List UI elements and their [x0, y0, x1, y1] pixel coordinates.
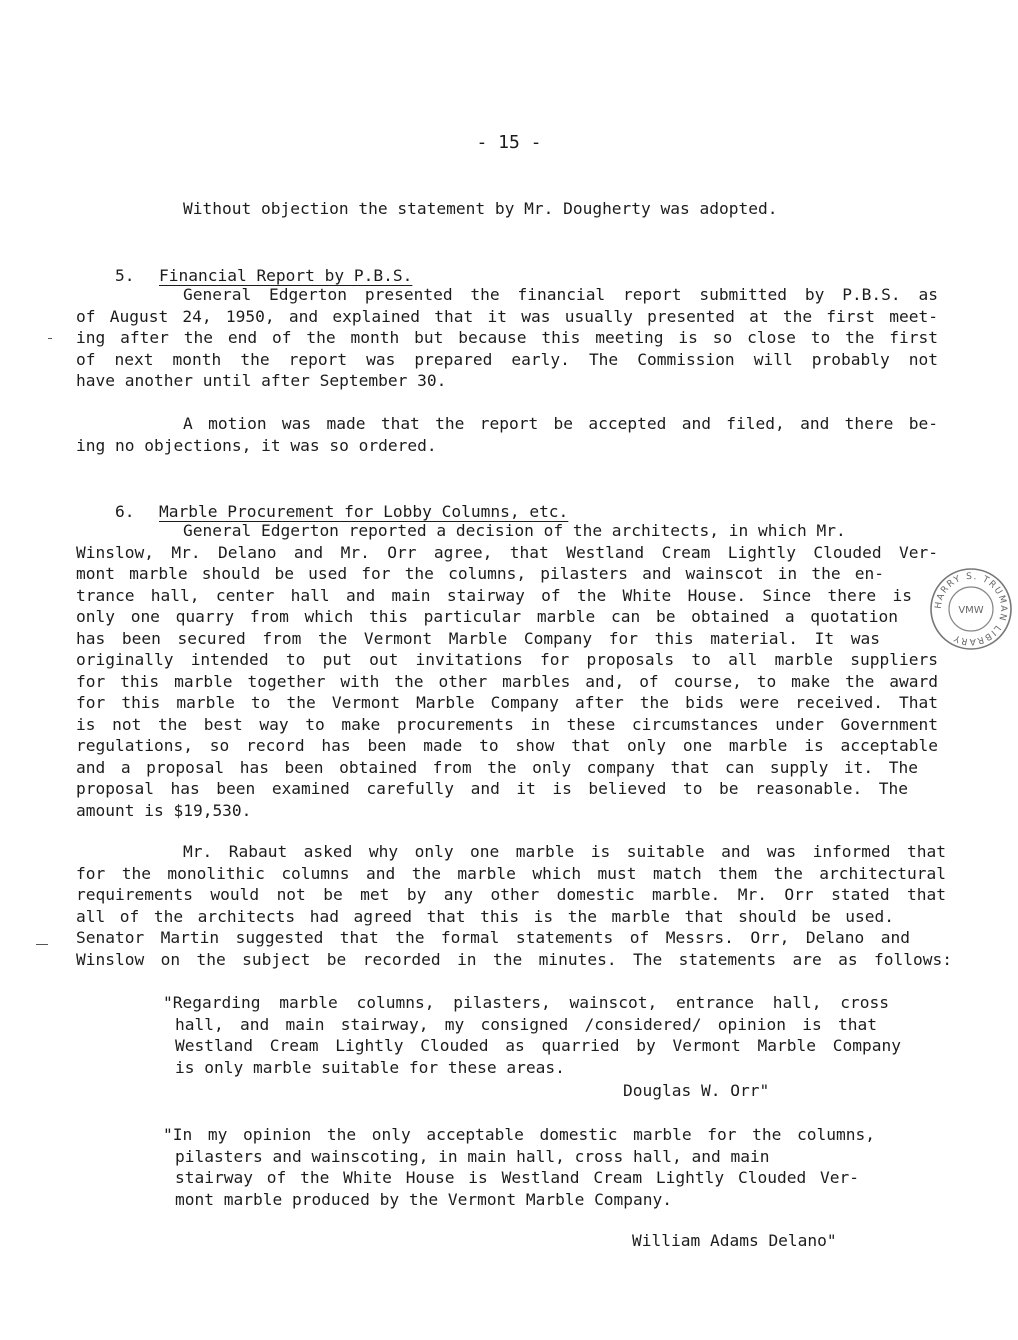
paragraph-line: proposal has been examined carefully and it is believed to be reasonable. The — [76, 779, 908, 798]
section-6-paragraph-1 — [76, 520, 938, 821]
paragraph-line: trance hall, center hall and main stairway of the White House. Since there is — [76, 585, 912, 605]
paragraph-line: A motion was made that the report be accepted and filed, and there be- — [183, 414, 938, 433]
paragraph-line: Winslow, Mr. Delano and Mr. Orr agree, that Westland Cream Lightly Clouded Ver- — [76, 542, 938, 562]
stamp-ring-text: HARRY S. TRUMAN LIBRARY — [933, 571, 1009, 647]
page-number: - 15 - — [476, 132, 542, 153]
paragraph-line: Senator Martin suggested that the formal statements of Messrs. Orr, Delano and — [76, 928, 910, 947]
paragraph-line: is not the best way to make procurements in these circumstances under Government — [76, 714, 938, 734]
quote-line: hall, and main stairway, my consigned /considered/ opinion is that — [175, 1014, 877, 1034]
paragraph-line: originally intended to put out invitations for proposals to all marble suppliers — [76, 650, 938, 669]
paragraph-line: has been secured from the Vermont Marble Company for this material. It was — [76, 628, 880, 648]
paragraph-line: for this marble to the Vermont Marble Company after the bids were received. That — [76, 693, 938, 712]
section-5-title: Financial Report by P.B.S. — [158, 265, 413, 285]
section-6-number: 6. — [114, 501, 135, 521]
paragraph-line: of next month the report was prepared early. The Commission will probably not — [76, 349, 938, 369]
paragraph-line: General Edgerton reported a decision of the architects, in which Mr. — [183, 521, 846, 540]
section-6-paragraph-2 — [76, 841, 952, 970]
library-stamp-icon — [928, 566, 1014, 652]
margin-mark — [36, 944, 48, 945]
section-6-title: Marble Procurement for Lobby Columns, etc. — [158, 501, 569, 521]
orr-statement — [163, 992, 903, 1078]
paragraph-line: and a proposal has been obtained from the only company that can supply it. The — [76, 757, 918, 777]
paragraph-line: requirements would not be met by any other domestic marble. Mr. Orr stated that — [76, 885, 946, 904]
paragraph-line: for this marble together with the other marbles and, of course, to make the award — [76, 671, 938, 691]
paragraph-line: all of the architects had agreed that this is the marble that should be used. — [76, 906, 894, 926]
quote-line: "Regarding marble columns, pilasters, wainscot, entrance hall, cross — [163, 993, 889, 1012]
delano-signature: William Adams Delano" — [632, 1231, 837, 1250]
paragraph-line: have another until after September 30. — [76, 371, 447, 390]
stamp-center-text: VMW — [958, 605, 984, 616]
paragraph-line: amount is $19,530. — [76, 800, 252, 820]
quote-line: is only marble suitable for these areas. — [175, 1057, 565, 1077]
quote-line: stairway of the White House is Westland Cream Lightly Clouded Ver- — [175, 1168, 859, 1187]
quote-line: mont marble produced by the Vermont Marble Company. — [175, 1189, 673, 1209]
section-5-paragraph-2 — [76, 413, 938, 456]
section-5-paragraph-1 — [76, 284, 938, 392]
paragraph-line: Winslow on the subject be recorded in the minutes. The statements are as follows: — [76, 949, 952, 969]
quote-line: pilasters and wainscoting, in main hall, cross hall, and main — [175, 1146, 770, 1166]
quote-line: "In my opinion the only acceptable domestic marble for the columns, — [163, 1125, 875, 1144]
paragraph-line: only one quarry from which this particular marble can be obtained a quotation — [76, 607, 898, 626]
orr-signature: Douglas W. Orr" — [623, 1081, 770, 1100]
delano-statement — [163, 1124, 903, 1210]
section-5-number: 5. — [114, 265, 135, 285]
paragraph-line: regulations, so record has been made to show that only one marble is acceptable — [76, 736, 938, 755]
quote-line: Westland Cream Lightly Clouded as quarried by Vermont Marble Company — [175, 1036, 901, 1055]
paragraph-line: ing after the end of the month but because this meeting is so close to the first — [76, 328, 938, 347]
paragraph-line: General Edgerton presented the financial report submitted by P.B.S. as — [183, 285, 938, 304]
paragraph-line: Mr. Rabaut asked why only one marble is suitable and was informed that — [183, 842, 946, 861]
paragraph-line: for the monolithic columns and the marble which must match them the architectural — [76, 863, 946, 883]
paragraph-line: ing no objections, it was so ordered. — [76, 435, 437, 455]
paragraph-line: of August 24, 1950, and explained that it was usually presented at the first meet- — [76, 306, 938, 326]
margin-mark — [48, 338, 52, 339]
paragraph-line: mont marble should be used for the columns, pilasters and wainscot in the en- — [76, 564, 884, 583]
opening-line: Without objection the statement by Mr. Dougherty was adopted. — [183, 199, 778, 218]
